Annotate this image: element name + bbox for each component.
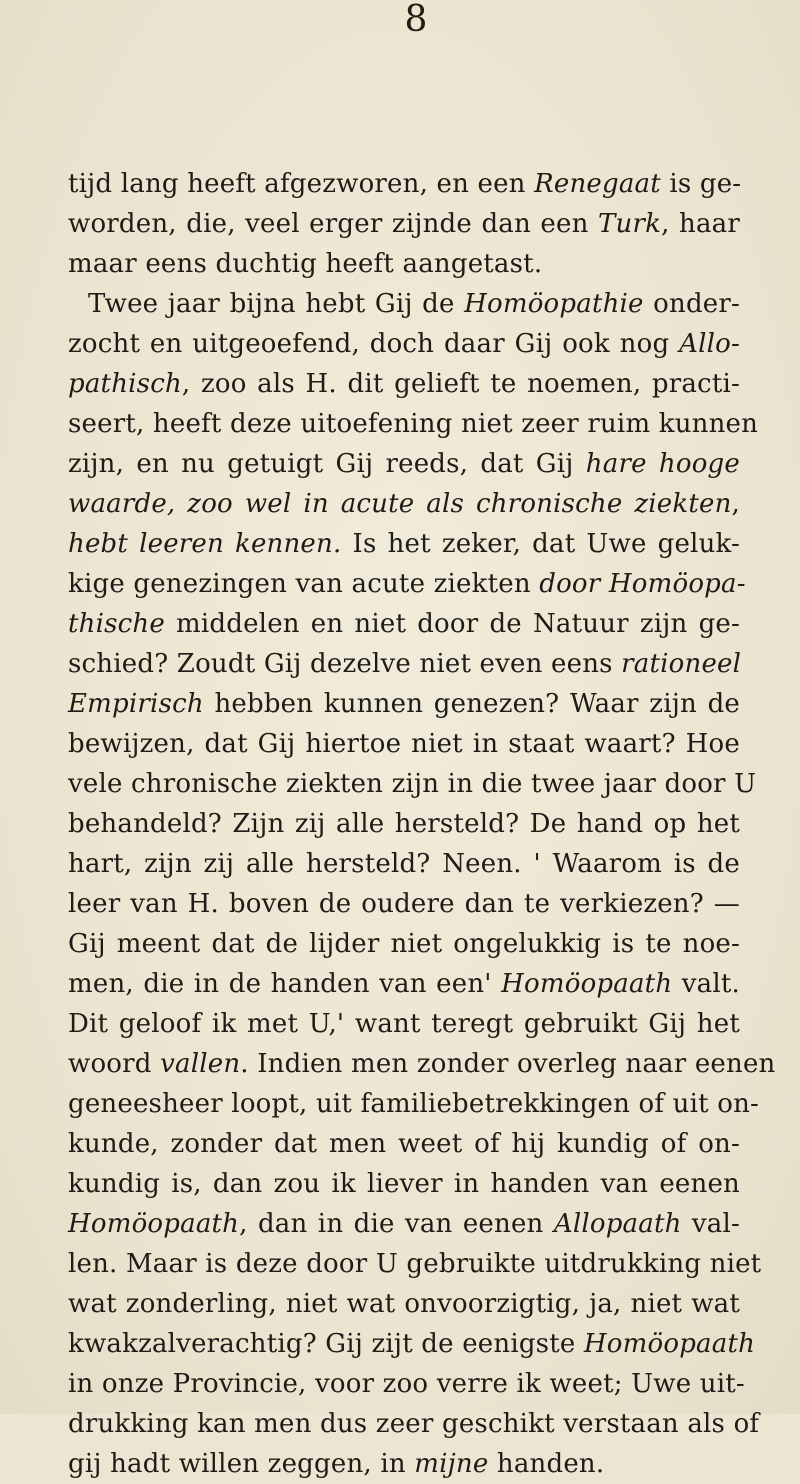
text-line <box>68 484 740 524</box>
text-span: in onze Provincie, voor zoo verre ik weet; Uwe uit- <box>68 1369 745 1399</box>
text-span: kundig is, dan zou ik liever in handen van eenen <box>68 1169 740 1199</box>
text-span: len. Maar is deze door U gebruikte uitdrukking niet <box>68 1249 762 1279</box>
page-number: 8 <box>404 0 428 40</box>
italic-text: Allopaath <box>553 1209 682 1239</box>
italic-text: Turk <box>598 209 662 239</box>
italic-text: Allo- <box>679 329 740 359</box>
text-span: zijn, en nu getuigt Gij reeds, dat Gij <box>68 449 586 479</box>
text-span: , <box>731 489 740 519</box>
text-line <box>68 1164 740 1204</box>
body-text <box>68 164 776 1484</box>
text-span: worden, die, veel erger zijnde dan een <box>68 209 599 239</box>
text-line <box>68 324 740 364</box>
italic-text: vallen <box>160 1049 241 1079</box>
text-line <box>68 444 740 484</box>
text-span: vele chronische ziekten zijn in die twee jaar door U <box>68 769 757 799</box>
text-line <box>68 404 759 444</box>
text-span: kige genezingen van acute ziekten <box>68 569 540 599</box>
text-line <box>68 1124 740 1164</box>
text-line <box>68 1084 760 1124</box>
text-span: kunde, zonder dat men weet of hij kundig of on- <box>68 1129 740 1159</box>
text-line <box>68 804 740 844</box>
text-line <box>68 564 746 604</box>
text-line <box>68 284 740 324</box>
text-span: Twee jaar bijna hebt Gij de <box>88 289 465 319</box>
italic-text: waarde, zoo wel in acute als chronische ziekten <box>68 489 732 519</box>
text-span: kwakzalverachtig? Gij zijt de eenigste <box>68 1329 584 1359</box>
text-line <box>68 644 740 684</box>
text-line <box>68 364 740 404</box>
text-span: bewijzen, dat Gij hiertoe niet in staat waart? Hoe <box>68 729 740 759</box>
text-span: is ge- <box>660 169 742 199</box>
italic-text: pathisch <box>68 369 182 399</box>
text-line <box>68 524 740 564</box>
text-line <box>68 244 740 284</box>
text-line <box>68 884 740 924</box>
italic-text: Homöopaath <box>501 969 673 999</box>
text-span: , dan in die van eenen <box>239 1209 554 1239</box>
text-line <box>68 764 757 804</box>
text-span: Is het zeker, dat Uwe geluk- <box>341 529 741 559</box>
italic-text: mijne <box>414 1449 489 1479</box>
text-line <box>68 164 740 204</box>
text-span: Gij meent dat de lijder niet ongelukkig is te noe- <box>68 929 740 959</box>
text-span: gij hadt willen zeggen, in <box>68 1449 415 1479</box>
italic-text: Homöopaath <box>583 1329 756 1359</box>
text-line <box>68 1044 776 1084</box>
text-line <box>68 844 740 884</box>
text-line <box>68 1324 756 1364</box>
text-span: Dit geloof ik met U,' want teregt gebruikt Gij het <box>68 1009 740 1039</box>
italic-text: door Homöopa- <box>539 569 746 599</box>
text-span: behandeld? Zijn zij alle hersteld? De hand op het <box>68 809 740 839</box>
italic-text: Renegaat <box>534 169 661 199</box>
italic-text: Homöopathie <box>464 289 644 319</box>
text-span: onder- <box>643 289 740 319</box>
text-span: zocht en uitgeoefend, doch daar Gij ook nog <box>68 329 680 359</box>
text-line <box>68 1204 740 1244</box>
text-span: men, die in de handen van een' <box>68 969 502 999</box>
text-line <box>68 204 740 244</box>
text-span: middelen en niet door de Natuur zijn ge- <box>164 609 740 639</box>
text-span: , haar <box>661 209 741 239</box>
text-span: seert, heeft deze uitoefening niet zeer ruim kunnen <box>68 409 759 439</box>
text-span: geneesheer loopt, uit familiebetrekkingen of uit on- <box>68 1089 760 1119</box>
text-span: handen. <box>488 1449 605 1479</box>
text-line <box>68 1244 762 1284</box>
text-line <box>68 1364 745 1404</box>
text-span: woord <box>68 1049 161 1079</box>
text-line <box>68 964 740 1004</box>
italic-text: hare hooge <box>585 449 740 479</box>
text-line <box>68 604 740 644</box>
text-span: tijd lang heeft afgezworen, en een <box>68 169 535 199</box>
text-span: wat zonderling, niet wat onvoorzigtig, ja, niet wat <box>68 1289 740 1319</box>
text-span: valt. <box>672 969 740 999</box>
text-line <box>68 684 740 724</box>
text-span: maar eens duchtig heeft aangetast. <box>68 249 543 279</box>
italic-text: Empirisch <box>68 689 204 719</box>
text-line <box>68 1404 760 1444</box>
text-span: hebben kunnen genezen? Waar zijn de <box>203 689 740 719</box>
text-line <box>68 1284 740 1324</box>
text-line <box>68 1444 740 1484</box>
text-span: drukking kan men dus zeer geschikt verstaan als of <box>68 1409 760 1439</box>
text-line <box>68 924 740 964</box>
text-span: , zoo als H. dit gelieft te noemen, practi- <box>181 369 740 399</box>
italic-text: thische <box>68 609 165 639</box>
text-span: schied? Zoudt Gij dezelve niet even eens <box>68 649 622 679</box>
text-span: . Indien men zonder overleg naar eenen <box>240 1049 776 1079</box>
text-span: val- <box>681 1209 740 1239</box>
italic-text: Homöopaath <box>68 1209 240 1239</box>
italic-text: hebt leeren kennen. <box>68 529 342 559</box>
text-line <box>68 724 740 764</box>
text-line <box>68 1004 740 1044</box>
text-span: hart, zijn zij alle hersteld? Neen. ' Waarom is de <box>68 849 740 879</box>
text-span: leer van H. boven de oudere dan te verkiezen? — <box>68 889 740 919</box>
italic-text: rationeel <box>621 649 742 679</box>
